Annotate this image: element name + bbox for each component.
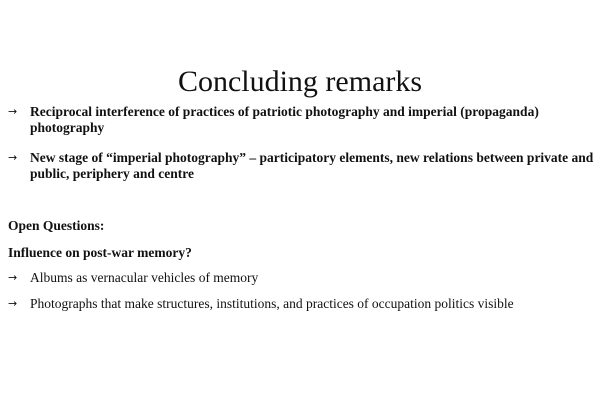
question-text-2: Photographs that make structures, institutions, and practices of occupation politics visible (30, 296, 514, 311)
open-questions-heading: Open Questions: (8, 218, 105, 233)
conclusion-text-1: Reciprocal interference of practices of patriotic photography and imperial (propaganda) photography (30, 104, 539, 135)
question-bullet-1 (8, 270, 596, 286)
conclusion-bullet-1 (8, 104, 596, 136)
conclusion-bullet-2 (8, 150, 596, 182)
open-questions-list (8, 270, 596, 312)
slide-title: Concluding remarks (177, 65, 423, 99)
influence-subheading: Influence on post-war memory? (8, 245, 192, 260)
arrow-right-icon: → (8, 297, 18, 310)
arrow-right-icon: → (8, 271, 18, 284)
conclusions-list (8, 104, 596, 182)
arrow-right-icon: → (8, 151, 18, 164)
question-text-1: Albums as vernacular vehicles of memory (30, 270, 259, 285)
question-bullet-2 (8, 296, 596, 312)
arrow-right-icon: → (8, 105, 18, 118)
conclusion-text-2: New stage of “imperial photography” – participatory elements, new relations between private and public, periphery and centre (30, 150, 594, 181)
